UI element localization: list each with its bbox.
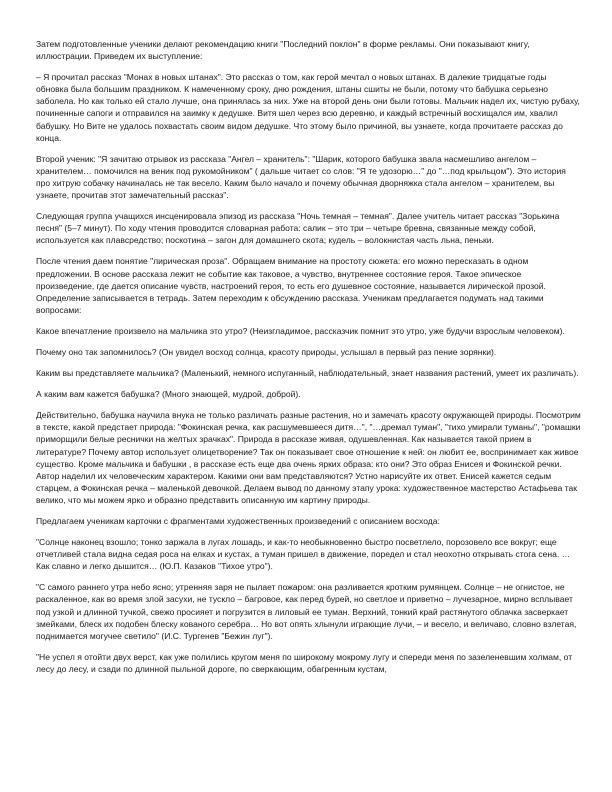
- paragraph-2: – Я прочитал рассказ "Монах в новых штанах". Это рассказ о том, как герой мечтал о новых штанах. В далекие тридцатые годы обновка была большим праздником. К намеченному сроку, дню рождения, штаны сшиты не были, потому что бабушка серьезно заболела. Но как только ей стало лучше, она принялась за них. Уже на второй день они были готовы. Мальчик надел их, чистую рубаху, починенные сапоги и отправился на заимку к дедушке. Витя шел через всю деревню, и каждый встречный восхищался им, хвалил бабушку. Но Вите не удалось похвастать своим видом дедушке. Что этому было причиной, вы узнаете, когда прочитаете рассказ до конца.: [36, 72, 580, 143]
- question-3: Каким вы представляете мальчика? (Маленький, немного испуганный, наблюдательный, знает названия растений, умеет их различать).: [36, 368, 579, 379]
- paragraph-6: Действительно, бабушка научила внука не только различать разные растения, но и замечать красоту окружающей природы. Посмотрим в тексте, какой предстает природа: "Фокинская речка, как расшумевшееся дитя…", "…дремал туман", "тихо умирали туманы", "ромашки приморщили белые реснички на желтых зрачках". Природа в рассказе живая, одушевленная. Как называется такой прием в литературе? Почему автор использует олицетворение? Так он показывает свое отношение к ней: он любит ее, воспринимает как живое существо. Кроме мальчика и бабушки , в рассказе есть еще два очень ярких образа: кто они? Это образ Енисея и Фокинской речки. Автор наделил их человеческим характером. Какими они вам представляются? Устно нарисуйте их ответ. Енисей кажется седым старцем, а Фокинская речка – маленькой девочкой. Делаем вывод по данному этапу урока: художественное мастерство Астафьева так велико, что мы можем ярко и образно представить описанную им картину природы.: [36, 410, 581, 505]
- question-4: А каким вам кажется бабушка? (Много знающей, мудрой, доброй).: [36, 389, 301, 400]
- paragraph-4: Следующая группа учащихся инсценировала эпизод из рассказа "Ночь темная – темная". Далее учитель читает рассказ "Зорькина песня" (5–7 минут). По ходу чтения проводится словарная работа: салик – это три – четыре бревна, связанные между собой, используется как плавсредство; поскотина – загон для домашнего скота; кудель – волокнистая часть льна, пеньки.: [36, 211, 560, 246]
- paragraph-1: Затем подготовленные ученики делают рекомендацию книги "Последний поклон" в форме рекламы. Они показывают книгу, иллюстрации. Приведем их выступление:: [36, 39, 530, 62]
- question-1: Какое впечатление произвело на мальчика это утро? (Неизгладимое, рассказчик помнит это утро, уже будучи взрослым человеком).: [36, 325, 565, 336]
- quote-final: "Не успел я отойти двух верст, как уже полились кругом меня по широкому мокрому лугу и спереди меня по зазеленевшим холмам, от лесу до лесу, и сзади по длинной пыльной дороге, по сверкающим, обагренным кустам,: [36, 651, 573, 674]
- paragraph-3: Второй ученик: "Я зачитаю отрывок из рассказа "Ангел – хранитель": "Шарик, которого бабушка звала насмешливо ангелом – хранителем… помочился на веник под рукомойником" ( дальше читает со слов: "Я те удозорю…" до "…под крыльцом"). Это история про хитрую собачку начиналась не так весело. Каким было начало и почему обычная дворняжка стала ангелом – хранителем, вы узнаете, прочитав этот замечательный рассказ".: [36, 153, 566, 201]
- question-2: Почему оно так запомнилось? (Он увидел восход солнца, красоту природы, услышал в первый раз пение зорянки).: [36, 346, 497, 357]
- paragraph-5: После чтения даем понятие "лирическая проза". Обращаем внимание на простоту сюжета: его можно пересказать в одном предложении. В основе рассказа лежит не событие как таковое, а чувство, внутреннее состояние героя. Такое эпическое произведение, где дается описание чувств, настроений героя, то есть его душевное состояние, называется лирической прозой. Определение записывается в тетрадь. Затем переходим к обсуждению рассказа. Ученикам предлагается подумать над такими вопросами:: [36, 256, 546, 315]
- quote-turgenev: "С самого раннего утра небо ясно; утренняя заря не пылает пожаром: она разливается кротким румянцем. Солнце – не огнистое, не раскаленное, как во время злой засухи, не тускло – багровое, как перед бурей, но светлое и приветно – лучезарное, мирно всплывает под узкой и длинной тучкой, свежо просияет и погрузится в лиловый ее туман. Верхний, тонкий край растянутого облачка засверкает змейками, блеск их подобен блеску кованого серебра… Но вот опять хлынули играющие лучи, – и весело, и величаво, словно взлетая, поднимается могучее светило" (И.С. Тургенев "Бежин луг").: [36, 582, 577, 641]
- quote-kazakov: "Солнце наконец взошло; тонко заржала в лугах лошадь, и как-то необыкновенно быстро посветлело, порозовело все вокруг; еще отчетливей стала видна седая роса на елках и кустах, а туман пришел в движение, поредел и стал неохотно открывать стога сена. …Как славно и легко дышится… (Ю.П. Казаков "Тихое утро").: [36, 537, 571, 572]
- paragraph-7: Предлагаем ученикам карточки с фрагментами художественных произведений с описанием восхода:: [36, 516, 440, 526]
